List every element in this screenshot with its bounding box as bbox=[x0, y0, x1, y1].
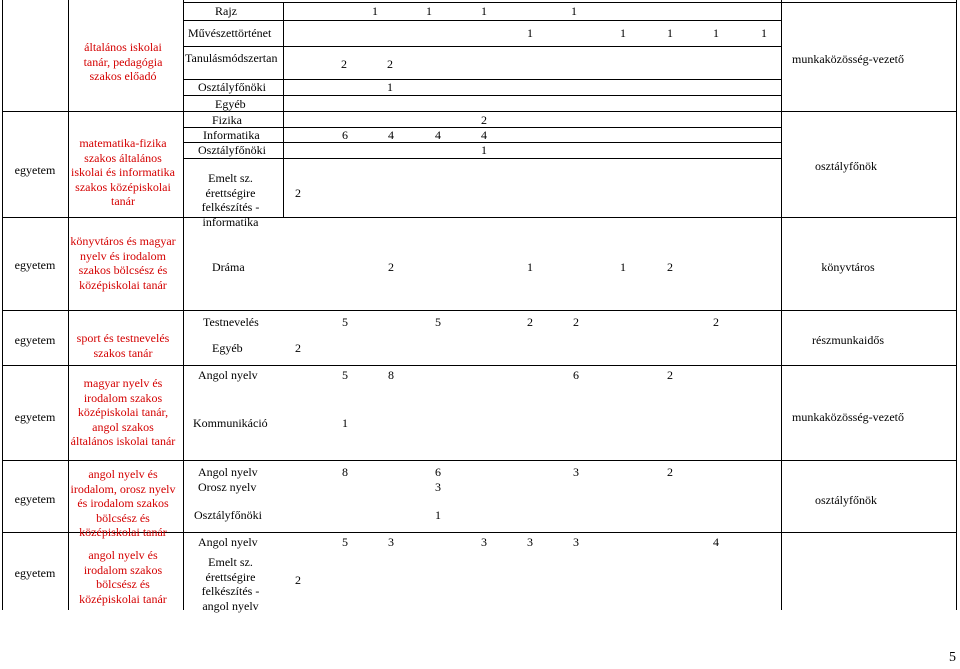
hours-value: 3 bbox=[435, 480, 441, 494]
hours-value: 1 bbox=[527, 260, 533, 274]
hours-value: 2 bbox=[527, 315, 533, 329]
subject-name: Osztályfőnöki bbox=[198, 143, 266, 157]
subject-name: Dráma bbox=[212, 260, 245, 274]
hours-value: 1 bbox=[620, 26, 626, 40]
degree: egyetem bbox=[14, 566, 56, 580]
hours-value: 2 bbox=[573, 315, 579, 329]
subject-name: Angol nyelv bbox=[198, 465, 258, 479]
degree: egyetem bbox=[14, 333, 56, 347]
subject-name: Orosz nyelv bbox=[198, 480, 257, 494]
hours-value: 2 bbox=[667, 368, 673, 382]
hours-value: 2 bbox=[295, 186, 301, 200]
note: munkaközösség-vezető bbox=[792, 410, 904, 424]
hours-value: 5 bbox=[342, 315, 348, 329]
hours-value: 3 bbox=[388, 535, 394, 549]
note: részmunkaidős bbox=[812, 333, 884, 347]
subject-name: Tanulásmódszertan bbox=[185, 51, 278, 65]
page-number: 5 bbox=[949, 650, 956, 665]
degree: egyetem bbox=[14, 258, 56, 272]
hours-value: 3 bbox=[527, 535, 533, 549]
subject-name: Egyéb bbox=[212, 341, 243, 355]
subject-name: Angol nyelv bbox=[198, 535, 258, 549]
hours-value: 1 bbox=[426, 4, 432, 18]
hours-value: 1 bbox=[667, 26, 673, 40]
hours-value: 1 bbox=[481, 143, 487, 157]
hours-value: 1 bbox=[342, 416, 348, 430]
degree: egyetem bbox=[14, 492, 56, 506]
hours-value: 2 bbox=[295, 341, 301, 355]
qualification-5: magyar nyelv és irodalom szakos középiskolai tanár, angol szakos általános iskolai tanár bbox=[70, 376, 176, 449]
hours-value: 1 bbox=[620, 260, 626, 274]
hours-value: 3 bbox=[573, 465, 579, 479]
hours-value: 1 bbox=[713, 26, 719, 40]
qualification-3: könyvtáros és magyar nyelv és irodalom szakos bölcsész és középiskolai tanár bbox=[70, 234, 176, 292]
note: osztályfőnök bbox=[815, 493, 877, 507]
hours-value: 6 bbox=[573, 368, 579, 382]
hours-value: 1 bbox=[435, 508, 441, 522]
hours-value: 4 bbox=[713, 535, 719, 549]
degree: egyetem bbox=[14, 410, 56, 424]
hours-value: 5 bbox=[342, 535, 348, 549]
subject-name: Rajz bbox=[215, 4, 237, 18]
hours-value: 1 bbox=[571, 4, 577, 18]
hours-value: 1 bbox=[481, 4, 487, 18]
degree: egyetem bbox=[14, 163, 56, 177]
hours-value: 4 bbox=[481, 128, 487, 142]
subject-name: Informatika bbox=[203, 128, 260, 142]
subject-name: Osztályfőnöki bbox=[198, 80, 266, 94]
note: munkaközösség-vezető bbox=[792, 52, 904, 66]
qualification-2: matematika-fizika szakos általános iskolai és informatika szakos középiskolai tanár bbox=[71, 136, 175, 209]
subject-name: Emelt sz. érettségire felkészítés - angol nyelv bbox=[201, 555, 260, 613]
hours-value: 6 bbox=[435, 465, 441, 479]
subject-name: Emelt sz. érettségire felkészítés - informatika bbox=[201, 171, 260, 229]
hours-value: 2 bbox=[387, 57, 393, 71]
subject-name: Kommunikáció bbox=[193, 416, 268, 430]
hours-value: 5 bbox=[435, 315, 441, 329]
hours-value: 2 bbox=[667, 465, 673, 479]
hours-value: 1 bbox=[761, 26, 767, 40]
subject-name: Fizika bbox=[212, 113, 242, 127]
hours-value: 5 bbox=[342, 368, 348, 382]
qualification-1: általános iskolai tanár, pedagógia szakos előadó bbox=[83, 40, 163, 84]
hours-value: 8 bbox=[388, 368, 394, 382]
hours-value: 2 bbox=[295, 573, 301, 587]
hours-value: 2 bbox=[713, 315, 719, 329]
qualification-4: sport és testnevelés szakos tanár bbox=[76, 331, 170, 360]
hours-value: 8 bbox=[342, 465, 348, 479]
hours-value: 2 bbox=[341, 57, 347, 71]
note: osztályfőnök bbox=[815, 159, 877, 173]
hours-value: 1 bbox=[387, 80, 393, 94]
hours-value: 4 bbox=[435, 128, 441, 142]
hours-value: 6 bbox=[342, 128, 348, 142]
subject-name: Egyéb bbox=[215, 97, 246, 111]
subject-name: Osztályfőnöki bbox=[194, 508, 262, 522]
hours-value: 3 bbox=[573, 535, 579, 549]
qualification-6: angol nyelv és irodalom, orosz nyelv és irodalom szakos bölcsész és középiskolai tanár bbox=[70, 467, 176, 540]
hours-value: 1 bbox=[372, 4, 378, 18]
qualification-7: angol nyelv és irodalom szakos bölcsész és középiskolai tanár bbox=[79, 548, 167, 606]
note: könyvtáros bbox=[821, 260, 875, 274]
hours-value: 1 bbox=[527, 26, 533, 40]
subject-name: Testnevelés bbox=[203, 315, 259, 329]
hours-value: 4 bbox=[388, 128, 394, 142]
hours-value: 2 bbox=[667, 260, 673, 274]
subject-name: Művészettörténet bbox=[188, 26, 272, 40]
hours-value: 3 bbox=[481, 535, 487, 549]
hours-value: 2 bbox=[481, 113, 487, 127]
subject-name: Angol nyelv bbox=[198, 368, 258, 382]
hours-value: 2 bbox=[388, 260, 394, 274]
